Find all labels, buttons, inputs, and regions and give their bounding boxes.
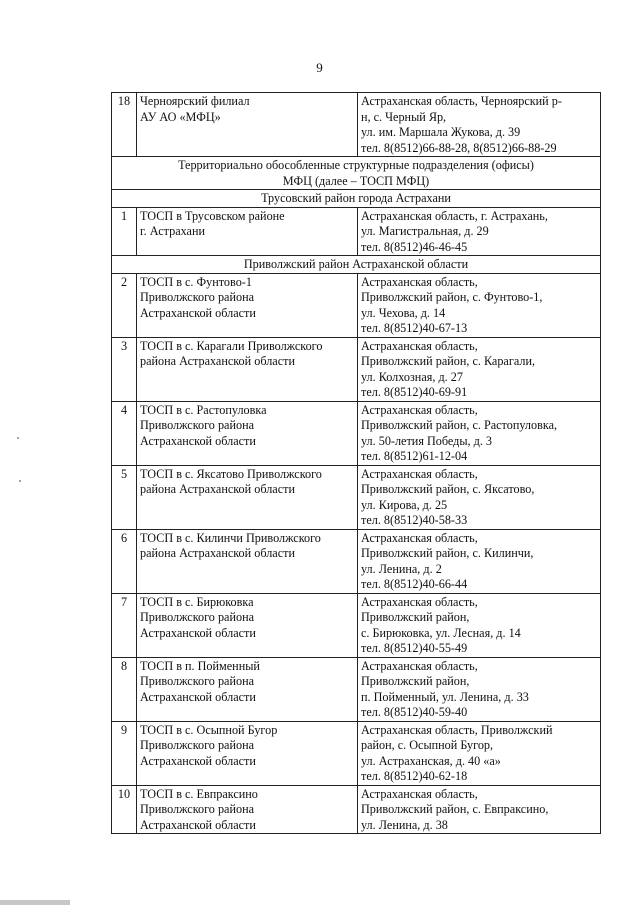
office-address-line: Приволжский район, с. Килинчи, bbox=[361, 546, 534, 560]
office-address-line: район, с. Осыпной Бугор, bbox=[361, 738, 494, 752]
office-name-line: ТОСП в с. Осыпной Бугор bbox=[140, 722, 278, 737]
office-address-line: Приволжский район, с. Карагали, bbox=[361, 354, 536, 368]
table-row bbox=[112, 785, 601, 834]
table-row bbox=[112, 273, 601, 337]
office-address-line: ул. Чехова, д. 14 bbox=[361, 305, 446, 320]
row-number: 3 bbox=[112, 337, 137, 401]
office-address bbox=[358, 657, 601, 721]
office-address-line: Приволжский район, с. Яксатово, bbox=[361, 482, 535, 496]
office-address bbox=[358, 529, 601, 593]
section-heading-tosp bbox=[112, 157, 601, 190]
office-address-line: Астраханская область, bbox=[361, 530, 478, 545]
office-name-line: АУ АО «МФЦ» bbox=[140, 109, 221, 124]
office-name bbox=[137, 273, 358, 337]
office-address-line: Приволжский район, bbox=[361, 610, 470, 624]
office-name-line: ТОСП в с. Бирюковка bbox=[140, 594, 254, 609]
office-address-line: ул. Ленина, д. 2 bbox=[361, 561, 442, 576]
office-address-line: ул. Ленина, д. 38 bbox=[361, 817, 448, 832]
scan-edge-mark bbox=[0, 900, 70, 905]
office-address bbox=[358, 593, 601, 657]
office-name bbox=[137, 657, 358, 721]
section-heading-tosp-line: Территориально обособленные структурные подразделения (офисы) bbox=[178, 158, 534, 172]
office-address-line: тел. 8(8512)40-67-13 bbox=[361, 321, 468, 335]
office-address-line: тел. 8(8512)61-12-04 bbox=[361, 449, 468, 463]
office-address-line: Астраханская область, bbox=[361, 338, 478, 353]
office-name bbox=[137, 465, 358, 529]
table-row bbox=[112, 721, 601, 785]
office-address-line: тел. 8(8512)40-58-33 bbox=[361, 513, 468, 527]
office-address bbox=[358, 465, 601, 529]
row-number: 1 bbox=[112, 207, 137, 256]
office-address-line: с. Бирюковка, ул. Лесная, д. 14 bbox=[361, 625, 521, 640]
row-number: 18 bbox=[112, 93, 137, 157]
row-number: 5 bbox=[112, 465, 137, 529]
office-address-line: ул. Магистральная, д. 29 bbox=[361, 224, 489, 238]
table-body bbox=[112, 93, 601, 834]
office-name-line: Астраханской области bbox=[140, 689, 256, 704]
office-address bbox=[358, 785, 601, 834]
office-address-line: ул. Кирова, д. 25 bbox=[361, 497, 448, 512]
table-row bbox=[112, 529, 601, 593]
office-address-line: Астраханская область, Черноярский р- bbox=[361, 94, 562, 108]
office-address-line: тел. 8(8512)66-88-28, 8(8512)66-88-29 bbox=[361, 140, 557, 155]
office-name-line: Приволжского района bbox=[140, 610, 254, 624]
office-name bbox=[137, 207, 358, 256]
office-name-line: Астраханской области bbox=[140, 817, 256, 832]
section-heading-trusovsky: Трусовский район города Астрахани bbox=[112, 190, 601, 208]
office-address-line: Приволжский район, с. Фунтово-1, bbox=[361, 290, 543, 304]
office-name bbox=[137, 593, 358, 657]
office-address-line: Астраханская область, bbox=[361, 658, 478, 673]
office-address bbox=[358, 401, 601, 465]
office-address-line: тел. 8(8512)40-55-49 bbox=[361, 641, 468, 655]
office-name-line: ТОСП в с. Растопуловка bbox=[140, 402, 267, 417]
office-address-line: ул. Колхозная, д. 27 bbox=[361, 369, 463, 384]
office-name-line: ТОСП в с. Карагали Приволжского bbox=[140, 338, 323, 353]
office-name bbox=[137, 337, 358, 401]
office-name bbox=[137, 785, 358, 834]
office-name-line: ТОСП в п. Пойменный bbox=[140, 658, 260, 673]
office-address-line: н, с. Черный Яр, bbox=[361, 109, 447, 124]
office-name bbox=[137, 721, 358, 785]
section-heading-tosp-line: МФЦ (далее – ТОСП МФЦ) bbox=[282, 173, 430, 188]
office-name-line: Приволжского района bbox=[140, 674, 254, 688]
row-number: 7 bbox=[112, 593, 137, 657]
office-name-line: района Астраханской области bbox=[140, 546, 295, 560]
office-name-line: Астраханской области bbox=[140, 305, 256, 320]
office-address-line: тел. 8(8512)40-66-44 bbox=[361, 577, 468, 591]
office-name-line: Приволжского района bbox=[140, 290, 254, 304]
row-number: 10 bbox=[112, 785, 137, 834]
section-heading-privolzhsky: Приволжский район Астраханской области bbox=[112, 256, 601, 274]
office-address-line: ул. Астраханская, д. 40 «а» bbox=[361, 753, 501, 768]
office-address-line: тел. 8(8512)40-69-91 bbox=[361, 385, 468, 399]
office-address-line: Приволжский район, с. Евпраксино, bbox=[361, 802, 549, 816]
scan-speck bbox=[19, 480, 21, 482]
office-name-line: Астраханской области bbox=[140, 753, 256, 768]
office-address-line: тел. 8(8512)40-62-18 bbox=[361, 769, 468, 783]
office-address bbox=[358, 721, 601, 785]
row-number: 4 bbox=[112, 401, 137, 465]
office-address-line: Астраханская область, г. Астрахань, bbox=[361, 208, 548, 223]
row-number: 8 bbox=[112, 657, 137, 721]
office-name-line: района Астраханской области bbox=[140, 354, 295, 368]
office-address bbox=[358, 273, 601, 337]
table-row bbox=[112, 93, 601, 157]
office-name bbox=[137, 401, 358, 465]
row-number: 9 bbox=[112, 721, 137, 785]
office-name-line: ТОСП в с. Фунтово-1 bbox=[140, 274, 252, 289]
office-address-line: п. Пойменный, ул. Ленина, д. 33 bbox=[361, 689, 529, 704]
section-row bbox=[112, 256, 601, 274]
office-address-line: Астраханская область, bbox=[361, 466, 478, 481]
office-name-line: Астраханской области bbox=[140, 625, 256, 640]
office-address-line: Астраханская область, bbox=[361, 786, 478, 801]
table-row bbox=[112, 337, 601, 401]
section-row bbox=[112, 190, 601, 208]
table-row bbox=[112, 465, 601, 529]
office-name-line: Приволжского района bbox=[140, 418, 254, 432]
office-address-line: Астраханская область, bbox=[361, 594, 478, 609]
office-name-line: ТОСП в с. Евпраксино bbox=[140, 786, 258, 801]
table-row bbox=[112, 401, 601, 465]
table-row bbox=[112, 207, 601, 256]
office-address-line: Приволжский район, с. Растопуловка, bbox=[361, 418, 558, 432]
office-address-line: ул. 50-летия Победы, д. 3 bbox=[361, 433, 493, 448]
office-address-line: Астраханская область, Приволжский bbox=[361, 722, 553, 737]
section-row bbox=[112, 157, 601, 190]
office-name bbox=[137, 529, 358, 593]
office-name-line: ТОСП в с. Яксатово Приволжского bbox=[140, 466, 322, 481]
office-address bbox=[358, 207, 601, 256]
office-name-line: Черноярский филиал bbox=[140, 94, 250, 108]
office-address-line: тел. 8(8512)46-46-45 bbox=[361, 239, 468, 254]
page-number: 9 bbox=[316, 60, 323, 75]
mfc-offices-table bbox=[111, 92, 601, 834]
office-name-line: ТОСП в с. Килинчи Приволжского bbox=[140, 530, 321, 545]
row-number: 6 bbox=[112, 529, 137, 593]
table-row bbox=[112, 657, 601, 721]
table-row bbox=[112, 593, 601, 657]
office-name-line: Приволжского района bbox=[140, 738, 254, 752]
row-number: 2 bbox=[112, 273, 137, 337]
office-name bbox=[137, 93, 358, 157]
office-address-line: Астраханская область, bbox=[361, 274, 478, 289]
scan-speck bbox=[17, 437, 19, 439]
office-name-line: Астраханской области bbox=[140, 433, 256, 448]
office-name-line: г. Астрахани bbox=[140, 224, 205, 238]
office-name-line: района Астраханской области bbox=[140, 482, 295, 496]
office-address bbox=[358, 93, 601, 157]
office-address-line: Астраханская область, bbox=[361, 402, 478, 417]
office-address bbox=[358, 337, 601, 401]
office-name-line: Приволжского района bbox=[140, 802, 254, 816]
office-address-line: Приволжский район, bbox=[361, 674, 470, 688]
office-name-line: ТОСП в Трусовском районе bbox=[140, 208, 285, 223]
office-address-line: тел. 8(8512)40-59-40 bbox=[361, 705, 468, 719]
office-address-line: ул. им. Маршала Жукова, д. 39 bbox=[361, 125, 521, 139]
